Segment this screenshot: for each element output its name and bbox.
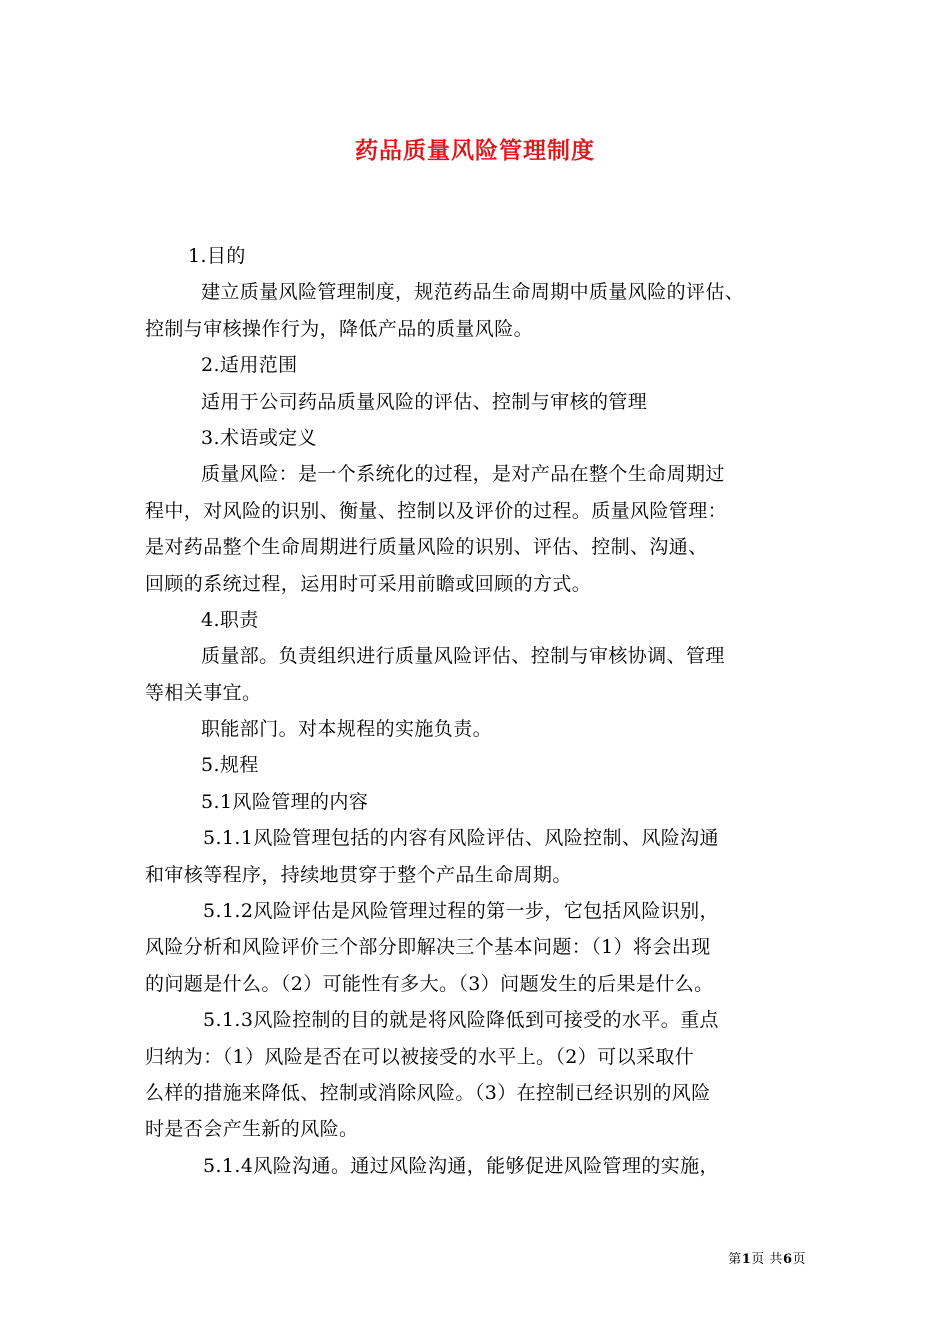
footer-middle: 页 共 xyxy=(751,1252,783,1267)
subsection-heading: 5.1风险管理的内容 xyxy=(201,790,369,813)
paragraph-line: 控制与审核操作行为，降低产品的质量风险。 xyxy=(145,317,534,340)
footer-suffix: 页 xyxy=(792,1252,806,1267)
paragraph-line: 5.1.3风险控制的目的就是将风险降低到可接受的水平。重点 xyxy=(203,1009,719,1032)
document-body xyxy=(145,238,815,1184)
paragraph-line: 质量部。负责组织进行质量风险评估、控制与审核协调、管理 xyxy=(201,645,725,668)
paragraph-line: 程中，对风险的识别、衡量、控制以及评价的过程。质量风险管理： xyxy=(145,499,728,522)
paragraph-line: 职能部门。对本规程的实施负责。 xyxy=(201,718,493,741)
paragraph-line: 回顾的系统过程，运用时可采用前瞻或回顾的方式。 xyxy=(145,572,592,595)
page-number-footer xyxy=(728,1248,806,1267)
paragraph-line: 等相关事宜。 xyxy=(145,681,262,704)
paragraph-line: 是对药品整个生命周期进行质量风险的识别、评估、控制、沟通、 xyxy=(145,536,708,559)
section-heading: 1.目的 xyxy=(188,245,246,267)
paragraph-line: 么样的措施来降低、控制或消除风险。（3）在控制已经识别的风险 xyxy=(145,1081,711,1104)
footer-prefix: 第 xyxy=(728,1252,742,1267)
paragraph-line: 建立质量风险管理制度，规范药品生命周期中质量风险的评估、 xyxy=(201,281,745,304)
paragraph-line: 适用于公司药品质量风险的评估、控制与审核的管理 xyxy=(201,390,648,413)
document-title: 药品质量风险管理制度 xyxy=(355,137,595,164)
section-heading: 4.职责 xyxy=(201,608,259,631)
paragraph-line: 5.1.1风险管理包括的内容有风险评估、风险控制、风险沟通 xyxy=(203,827,719,850)
total-page-count: 6 xyxy=(782,1252,793,1267)
paragraph-line: 和审核等程序，持续地贯穿于整个产品生命周期。 xyxy=(145,863,572,886)
paragraph-line: 5.1.2风险评估是风险管理过程的第一步，它包括风险识别， xyxy=(203,900,719,923)
paragraph-line: 风险分析和风险评价三个部分即解决三个基本问题：（1）将会出现 xyxy=(145,936,711,959)
section-heading: 3.术语或定义 xyxy=(201,426,317,449)
paragraph-line: 时是否会产生新的风险。 xyxy=(145,1118,359,1141)
current-page-number: 1 xyxy=(741,1252,752,1267)
paragraph-line: 的问题是什么。（2）可能性有多大。（3）问题发生的后果是什么。 xyxy=(145,972,714,995)
section-heading: 5.规程 xyxy=(201,754,259,777)
paragraph-line: 5.1.4风险沟通。通过风险沟通，能够促进风险管理的实施， xyxy=(203,1154,719,1177)
paragraph-line: 质量风险：是一个系统化的过程，是对产品在整个生命周期过 xyxy=(201,463,725,486)
paragraph-line: 归纳为：（1）风险是否在可以被接受的水平上。（2）可以采取什 xyxy=(145,1045,695,1068)
section-heading: 2.适用范围 xyxy=(201,354,298,377)
